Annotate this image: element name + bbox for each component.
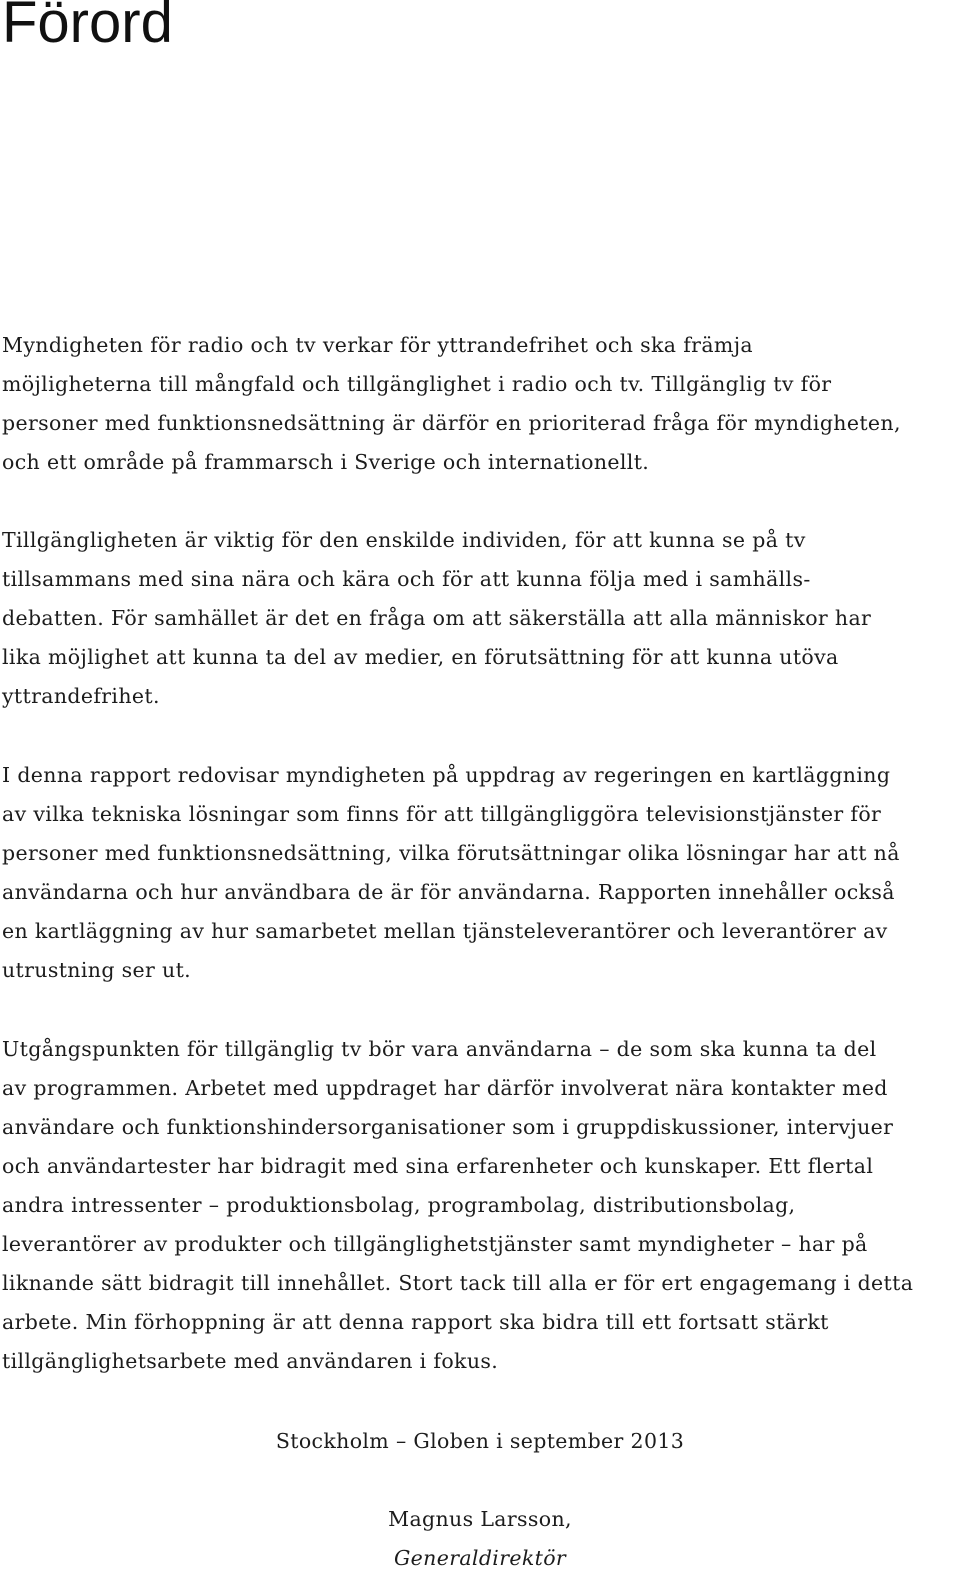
page-title: Förord <box>2 0 173 55</box>
paragraph-line: av programmen. Arbetet med uppdraget har därför involverat nära kontakter med <box>2 1076 888 1100</box>
signoff-place-date: Stockholm – Globen i september 2013 <box>275 1429 685 1453</box>
paragraph-line: av vilka tekniska lösningar som finns för att tillgängliggöra televisionstjänster för <box>2 802 882 826</box>
paragraph-intro <box>2 326 960 482</box>
paragraph-line: användare och funktionshindersorganisationer som i gruppdiskussioner, intervjuer <box>2 1115 894 1139</box>
paragraph-line: leverantörer av produkter och tillgänglighetstjänster samt myndigheter – har på <box>2 1232 868 1256</box>
paragraph-line: och ett område på frammarsch i Sverige och internationellt. <box>2 450 650 474</box>
paragraph-line: en kartläggning av hur samarbetet mellan tjänsteleverantörer och leverantörer av <box>2 919 888 943</box>
paragraph-line: debatten. För samhället är det en fråga om att säkerställa att alla människor har <box>2 606 872 630</box>
paragraph-line: personer med funktionsnedsättning, vilka förutsättningar olika lösningar har att nå <box>2 841 900 865</box>
paragraph-line: Myndigheten för radio och tv verkar för yttrandefrihet och ska främja <box>2 333 753 357</box>
paragraph-report <box>2 756 960 990</box>
paragraph-line: tillsammans med sina nära och kära och för att kunna följa med i samhälls- <box>2 567 811 591</box>
paragraph-line: lika möjlighet att kunna ta del av medier, en förutsättning för att kunna utöva <box>2 645 839 669</box>
paragraph-line: användarna och hur användbara de är för användarna. Rapporten innehåller också <box>2 880 895 904</box>
paragraph-accessibility <box>2 521 960 716</box>
paragraph-line: andra intressenter – produktionsbolag, programbolag, distributionsbolag, <box>2 1193 796 1217</box>
paragraph-line: yttrandefrihet. <box>2 684 160 708</box>
paragraph-line: utrustning ser ut. <box>2 958 192 982</box>
paragraph-line: liknande sätt bidragit till innehållet. Stort tack till alla er för ert engagemang i detta <box>2 1271 914 1295</box>
paragraph-line: I denna rapport redovisar myndigheten på uppdrag av regeringen en kartläggning <box>2 763 891 787</box>
paragraph-line: möjligheterna till mångfald och tillgänglighet i radio och tv. Tillgänglig tv för <box>2 372 832 396</box>
paragraph-line: tillgänglighetsarbete med användaren i fokus. <box>2 1349 499 1373</box>
paragraph-line: arbete. Min förhoppning är att denna rapport ska bidra till ett fortsatt stärkt <box>2 1310 829 1334</box>
paragraph-line: Utgångspunkten för tillgänglig tv bör vara användarna – de som ska kunna ta del <box>2 1037 877 1061</box>
paragraph-line: personer med funktionsnedsättning är därför en prioriterad fråga för myndigheten, <box>2 411 901 435</box>
signoff-name: Magnus Larsson, <box>388 1507 572 1531</box>
paragraph-users <box>2 1030 960 1381</box>
signoff-role: Generaldirektör <box>393 1546 567 1570</box>
paragraph-line: och användartester har bidragit med sina erfarenheter och kunskaper. Ett flertal <box>2 1154 874 1178</box>
paragraph-line: Tillgängligheten är viktig för den enskilde individen, för att kunna se på tv <box>2 528 806 552</box>
